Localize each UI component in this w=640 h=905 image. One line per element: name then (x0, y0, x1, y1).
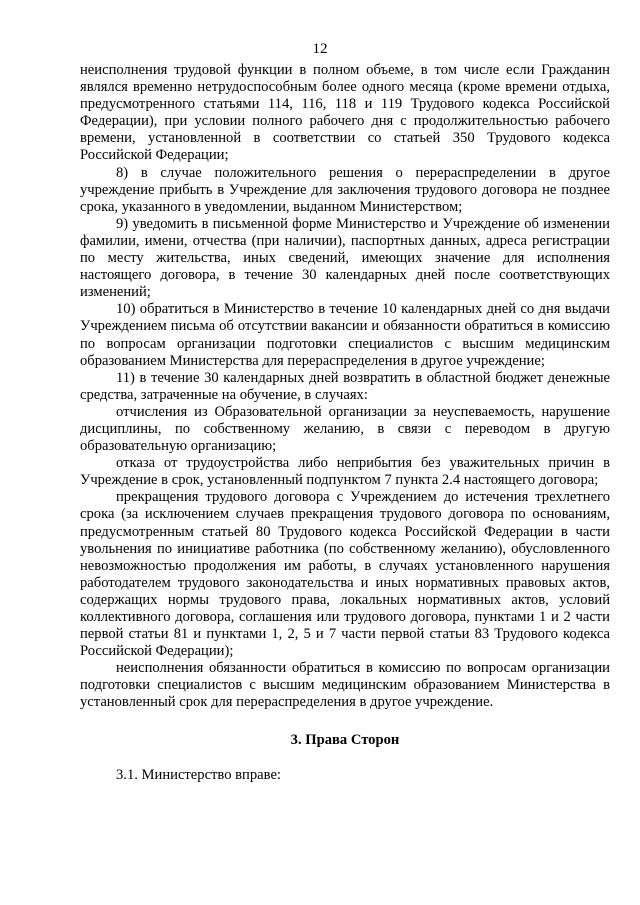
paragraph-case-expulsion: отчисления из Образовательной организации за неуспеваемость, нарушение дисциплины, по собственному желанию, в связи с переводом в другую образовательную организацию; (80, 403, 610, 455)
paragraph-continuation: неисполнения трудовой функции в полном объеме, в том числе если Гражданин являлся временно нетрудоспособным более одного месяца (кроме времени отдыха, предусмотренного статьями 114, 116, 118 и 119 Трудового кодекса Российской Федерации), при условии полного рабочего дня с продолжительностью рабочего времени, установленной в соответствии со статьей 350 Трудового кодекса Российской Федерации; (80, 62, 610, 164)
paragraph-item-11: 11) в течение 30 календарных дней возвратить в областной бюджет денежные средства, затраченные на обучение, в случаях: (80, 369, 610, 403)
paragraph-item-9: 9) уведомить в письменной форме Министерство и Учреждение об изменении фамилии, имени, отчества (при наличии), паспортных данных, адреса регистрации по месту жительства, иных сведений, имеющих значение для исполнения настоящего договора, в течение 30 календарных дней после соответствующих изменений; (80, 215, 610, 301)
paragraph-item-10: 10) обратиться в Министерство в течение 10 календарных дней со дня выдачи Учреждением письма об отсутствии вакансии и обязанности обратиться в комиссию по вопросам организации подготовки специалистов с высшим медицинским образованием Министерства для перераспределения в другое учреждение; (80, 301, 610, 369)
subsection-heading: 3.1. Министерство вправе: (116, 766, 281, 783)
paragraph-case-non-appeal: неисполнения обязанности обратиться в комиссию по вопросам организации подготовки специалистов с высшим медицинским образованием Министерства в установленный срок для перераспределения в другое учреждение. (80, 660, 610, 711)
paragraph-case-refusal: отказа от трудоустройства либо неприбытия без уважительных причин в Учреждение в срок, установленный подпунктом 7 пункта 2.4 настоящего договора; (80, 455, 610, 489)
section-title: 3. Права Сторон (290, 731, 400, 748)
page-number: 12 (312, 41, 328, 57)
document-body (80, 62, 610, 784)
paragraph-item-8: 8) в случае положительного решения о перераспределении в другое учреждение прибыть в Учреждение для заключения трудового договора не позднее срока, указанного в уведомлении, выданном Министерством; (80, 164, 610, 215)
paragraph-case-termination: прекращения трудового договора с Учреждением до истечения трехлетнего срока (за исключением случаев прекращения трудового договора по основаниям, предусмотренным статьей 80 Трудового кодекса Российской Федерации в части увольнения по инициативе работника (по собственному желанию), обусловленного невозможностью продолжения им работы, в случаях установленного нарушения работодателем трудового законодательства и иных нормативных правовых актов, содержащих нормы трудового права, локальных нормативных актов, условий коллективного договора, соглашения или трудового договора, пунктами 1 и 2 части первой статьи 81 и пунктами 1, 2, 5 и 7 части первой статьи 83 Трудового кодекса Российской Федерации); (80, 489, 610, 660)
